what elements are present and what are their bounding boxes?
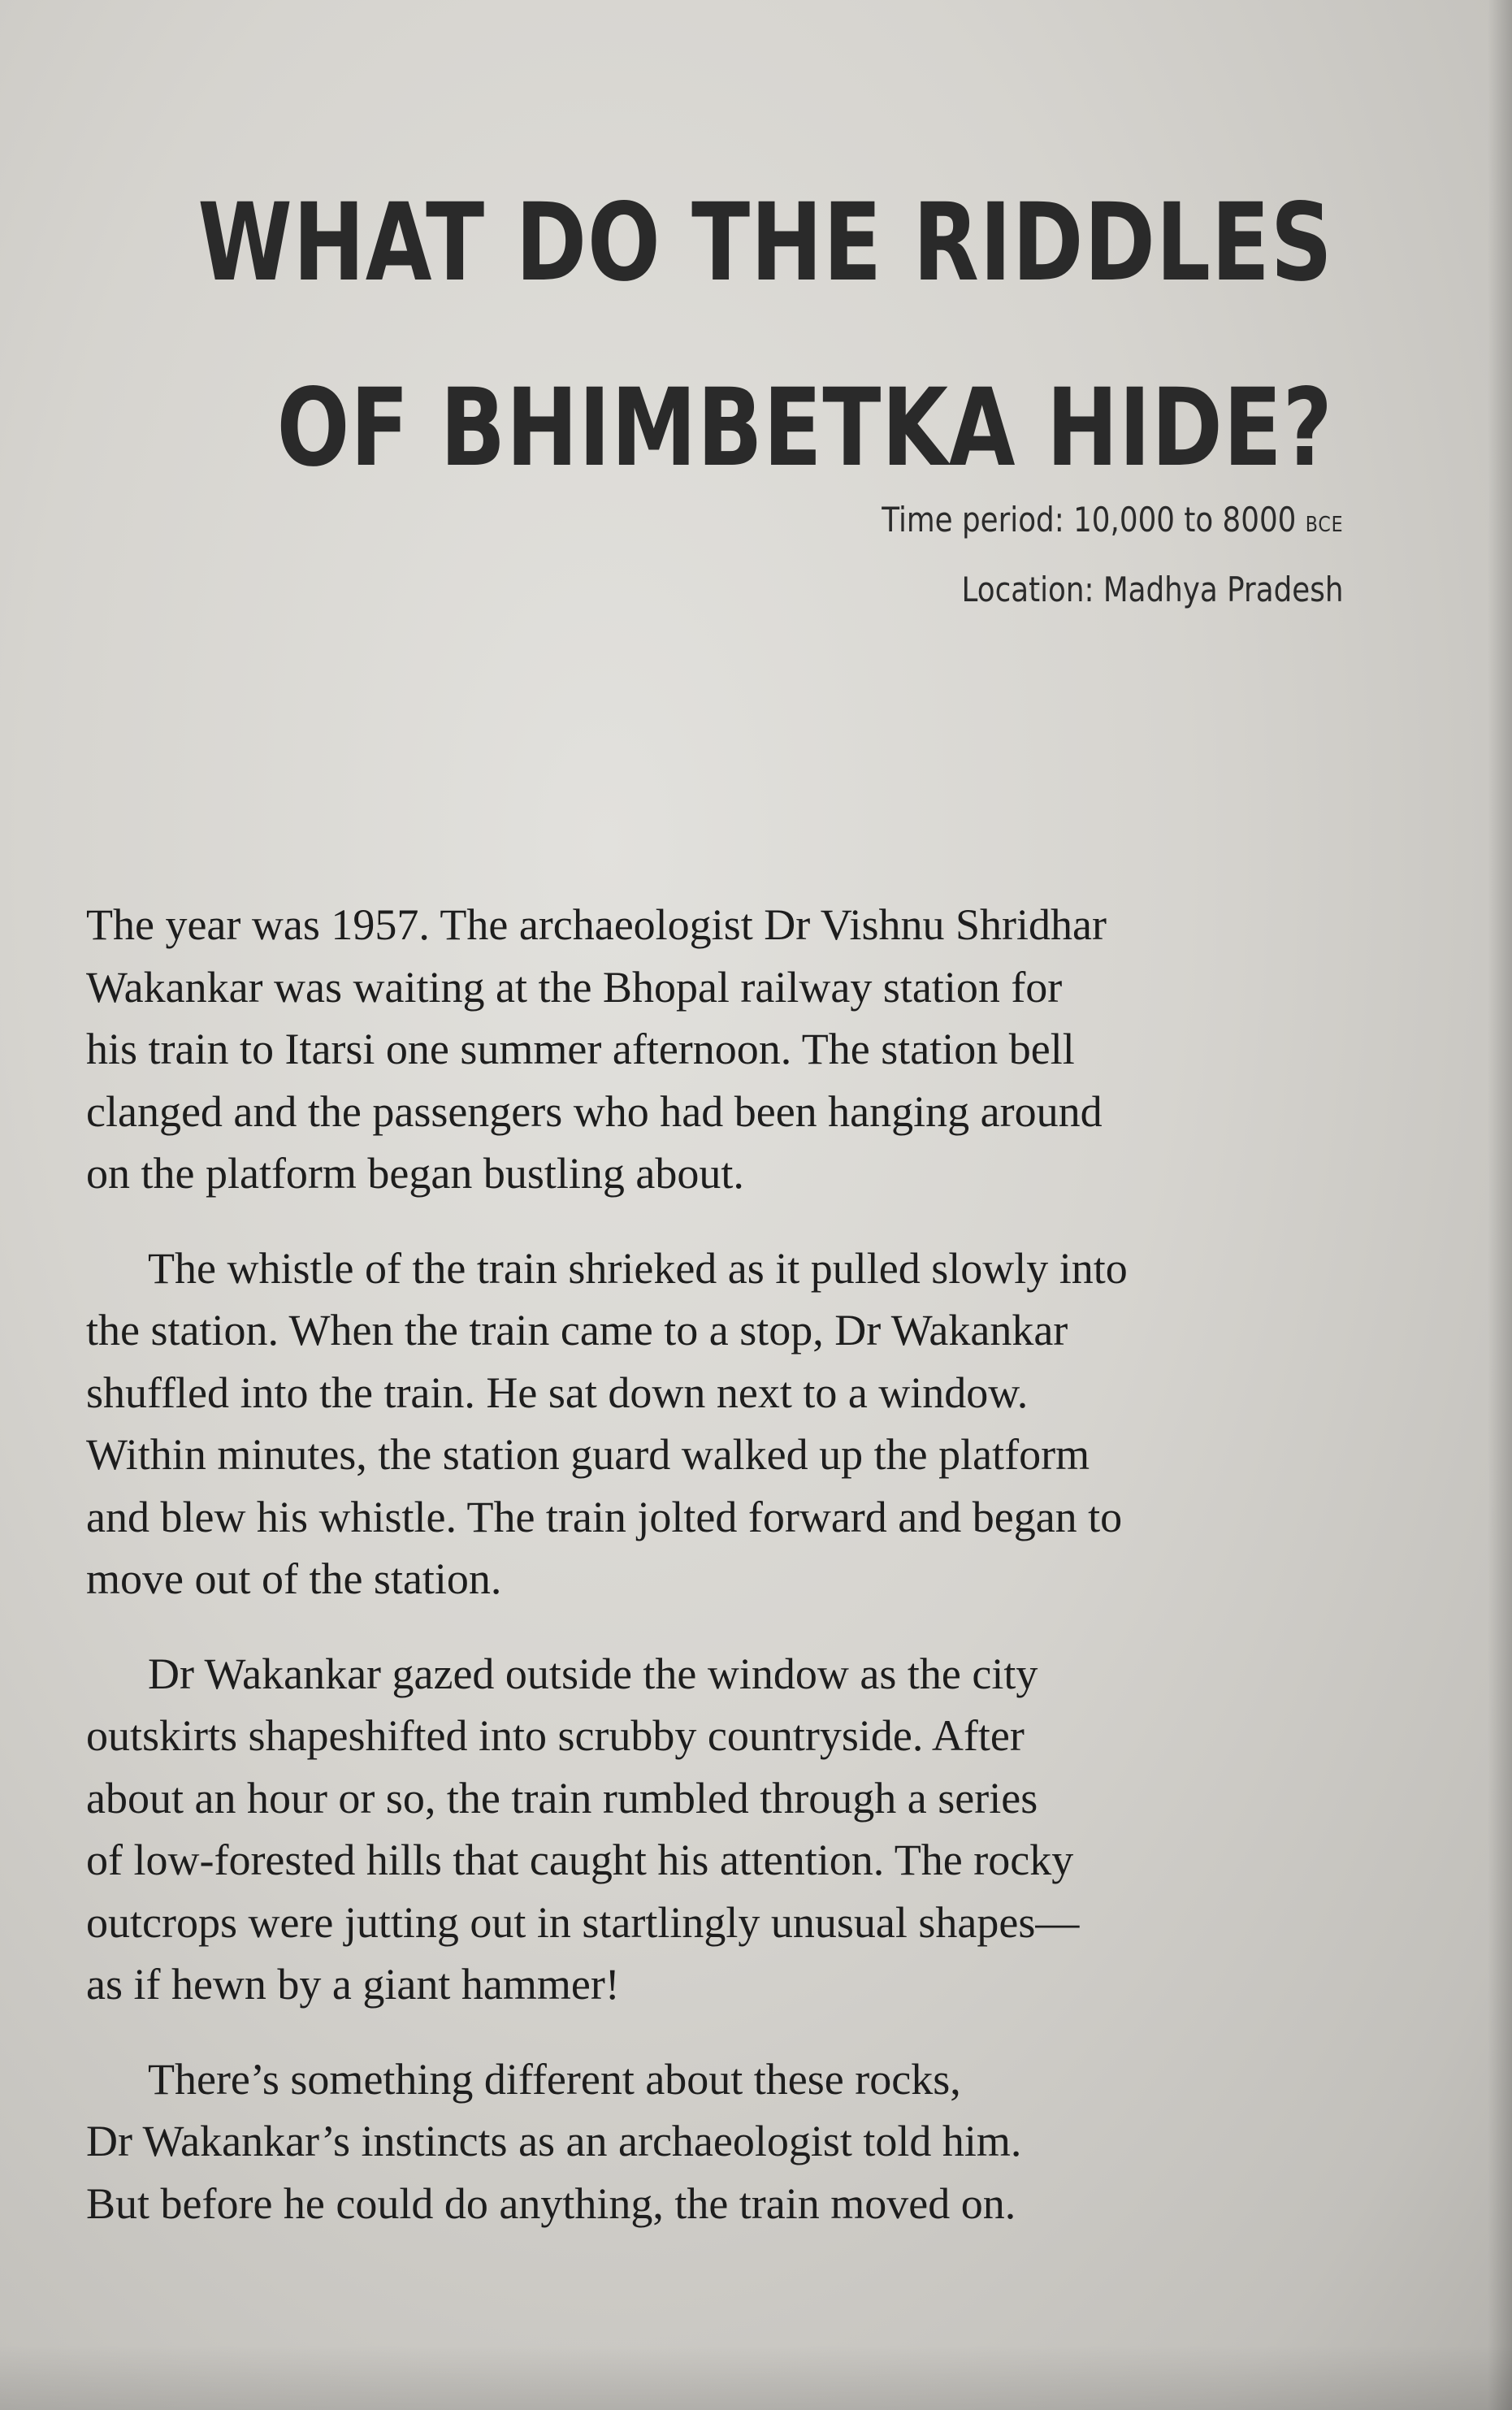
text-line: of low-forested hills that caught his attention. The rocky: [86, 1836, 1074, 1884]
paragraph-2: [86, 1238, 1370, 1610]
text-line: Wakankar was waiting at the Bhopal railway station for: [86, 962, 1063, 1012]
text-line: But before he could do anything, the train moved on.: [86, 2178, 1016, 2228]
text-line: Dr Wakankar gazed outside the window as the city: [148, 1649, 1038, 1698]
time-period-era: BCE: [1305, 513, 1343, 537]
paragraph-3: [86, 1643, 1370, 2016]
page-bottom-shadow: [0, 2345, 1512, 2410]
paragraph-4: [86, 2048, 1370, 2235]
text-line: The whistle of the train shrieked as it pulled slowly into: [148, 1243, 1128, 1293]
text-line: the station. When the train came to a stop, Dr Wakankar: [86, 1306, 1068, 1355]
chapter-title-line-1: WHAT DO THE RIDDLES: [197, 180, 1333, 306]
text-line: clanged and the passengers who had been hanging around: [86, 1086, 1103, 1136]
text-line: and blew his whistle. The train jolted forward and began to: [86, 1492, 1123, 1541]
location: Location: Madhya Pradesh: [961, 570, 1343, 609]
text-line: There’s something different about these rocks,: [148, 2054, 961, 2104]
chapter-title: [198, 150, 1333, 521]
text-line: as if hewn by a giant hammer!: [86, 1960, 620, 2009]
text-line: his train to Itarsi one summer afternoon. The station bell: [86, 1025, 1075, 1073]
text-line: outskirts shapeshifted into scrubby countryside. After: [86, 1711, 1025, 1760]
text-line: move out of the station.: [86, 1554, 502, 1603]
text-line: Within minutes, the station guard walked up the platform: [86, 1430, 1090, 1479]
text-line: The year was 1957. The archaeologist Dr Vishnu Shridhar: [86, 900, 1107, 949]
paragraph-1: [86, 894, 1370, 1205]
body-text: [86, 894, 1370, 2267]
chapter-title-line-2: OF BHIMBETKA HIDE?: [276, 366, 1333, 491]
text-line: on the platform began bustling about.: [86, 1149, 744, 1198]
text-line: about an hour or so, the train rumbled through a series: [86, 1773, 1038, 1823]
time-period: [882, 488, 1343, 557]
page-edge-shadow: [1488, 0, 1512, 2410]
text-line: shuffled into the train. He sat down next to a window.: [86, 1368, 1029, 1417]
time-period-label: Time period: 10,000 to 8000: [881, 500, 1296, 540]
chapter-meta: [882, 488, 1343, 622]
text-line: outcrops were jutting out in startlingly unusual shapes—: [86, 1897, 1080, 1947]
text-line: Dr Wakankar’s instincts as an archaeologist told him.: [86, 2117, 1022, 2165]
